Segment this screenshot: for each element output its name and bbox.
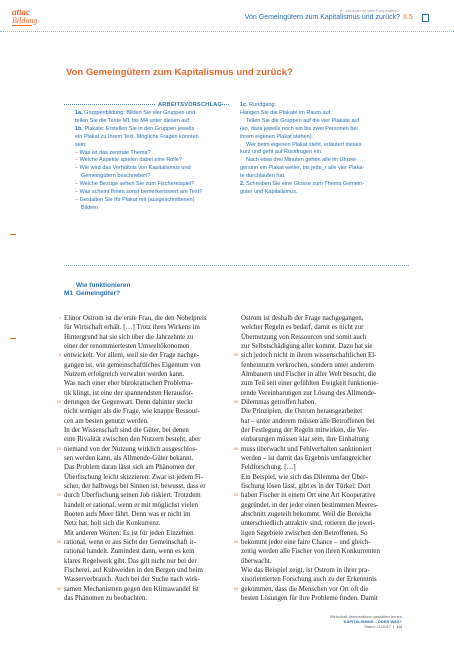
- line-number: [55, 389, 61, 398]
- line-number: [232, 463, 238, 472]
- dash-bullet-icon: –: [75, 157, 80, 164]
- dash-bullet-icon: –: [75, 189, 80, 196]
- line-number: [55, 547, 61, 556]
- task-line: [75, 189, 237, 197]
- text-line: Booten aufs Meer fährt. Denn was er nicht im: [64, 510, 191, 518]
- text-line: Nutzern erfolgreich verwaltet werden kann.: [64, 370, 185, 378]
- text-line: einbarungen müssen klar sein, ihre Einhaltung: [241, 436, 369, 444]
- text-line: gegründet, in der jeder einen bestimmten Meeres-: [241, 501, 379, 509]
- line-number: [232, 379, 238, 388]
- task-line: [240, 165, 406, 173]
- line-number: 25: [56, 539, 61, 544]
- line-number: [55, 426, 61, 435]
- text-line: gekommen, dass die Menschen vor Ort oft die: [241, 585, 369, 593]
- task-line: [240, 189, 406, 197]
- text-line: zum Teil seit einer gefühlten Ewigkeit funktionie-: [241, 380, 379, 388]
- task-text: Schreiben Sie eine Glosse zum Thema Gemein-: [244, 181, 365, 188]
- line-numbers-left: [55, 314, 61, 603]
- line-number: [232, 501, 238, 510]
- task-line: [75, 126, 237, 134]
- task-text: sein:: [75, 141, 87, 148]
- line-number: [55, 417, 61, 426]
- line-number: 10: [56, 399, 61, 404]
- task-number: 1c.: [240, 102, 248, 108]
- text-line: fenbeinturm verkrochen, sondern unter anderem: [241, 361, 374, 369]
- line-number: [55, 463, 61, 472]
- text-line: zur Selbstschädigung aller kommt. Dazu hat sie: [241, 342, 373, 350]
- text-line: handelt er rational, wenn er mit möglichst vielen: [64, 501, 198, 509]
- text-line: In der Wissenschaft sind die Güter, bei denen: [64, 426, 189, 434]
- task-text: (so, dass jeweils noch ein bis zwei Personen bei: [240, 125, 358, 132]
- text-line: sen werden kann, als Allmende-Güter bekannt.: [64, 454, 194, 462]
- task-line: [240, 149, 406, 157]
- logo-bildung: Bildung: [12, 16, 38, 25]
- text-line: rational handelt. Zumindest dann, wenn es kein: [64, 548, 195, 556]
- task-text: ihrem eigenen Plakat stehen).: [240, 133, 314, 140]
- task-text: Plakate: Erstellen Sie in den Gruppen jeweils: [82, 125, 195, 132]
- line-number: 1: [58, 316, 61, 320]
- material-label: M1: [64, 290, 74, 297]
- task-line: [75, 134, 237, 142]
- line-number: [232, 510, 238, 519]
- line-number: [55, 566, 61, 575]
- line-number: [232, 594, 238, 603]
- text-line: ligen Segebiete zwischen den Betroffenen. So: [241, 529, 368, 537]
- task-line: [240, 110, 406, 118]
- task-text: Bildern: [81, 204, 99, 211]
- material-title-line: Gemeingüter?: [76, 290, 121, 297]
- text-line: muss überwacht und Fehlverhalten sanktioniert: [241, 445, 372, 453]
- task-line: [240, 126, 406, 134]
- text-line: gangen ist, wie gemeinschaftliches Eigentum von: [64, 361, 201, 369]
- task-line: [75, 150, 237, 158]
- line-number: [232, 454, 238, 463]
- line-number: [232, 314, 238, 323]
- line-number: [55, 361, 61, 370]
- text-line: überwacht.: [241, 557, 272, 565]
- body-text-right: [241, 314, 406, 603]
- dash-bullet-icon: –: [75, 181, 80, 188]
- line-number: [232, 547, 238, 556]
- line-number: 40: [233, 399, 238, 404]
- line-number: 50: [233, 493, 238, 498]
- line-number: [55, 557, 61, 566]
- text-line: samen Mechanismen gegen den Klimawandel ist: [64, 585, 199, 593]
- line-number: [232, 361, 238, 370]
- task-line: [75, 205, 237, 213]
- logo-underline: [12, 25, 32, 26]
- text-line: nicht weniger als die Frage, wie knappe Ressour-: [64, 408, 200, 416]
- task-text: teilen Sie die Texte M1 bis M4 unter diesen auf.: [75, 117, 191, 124]
- line-number: [232, 370, 238, 379]
- text-line: rational, wenn er aus Sicht der Gemeinschaft ir-: [64, 538, 196, 546]
- task-text: Gemeingütern beschrieben?: [81, 173, 151, 180]
- task-text: Wer beim eigenen Plakat steht, erläutert dieses: [246, 141, 362, 148]
- line-number: [232, 482, 238, 491]
- text-line: werden – ist damit das Ergebnis umfangreicher: [241, 454, 371, 462]
- task-text: Welche Aspekte spielen dabei eine Rolle?: [79, 157, 182, 164]
- material-title-line: Wie funktionieren: [76, 282, 131, 289]
- text-line: Ein Beispiel, wie sich das Dilemma der Über-: [241, 473, 368, 481]
- task-text: kurz und geht auf Rückfragen ein.: [240, 149, 323, 156]
- footer-page: 1/4: [396, 624, 402, 629]
- text-line: Übernutzung von Ressourcen und somit auch: [241, 333, 367, 341]
- task-line: [75, 181, 237, 189]
- line-number: [55, 407, 61, 416]
- task-text: ein Plakat zu Ihrem Text. Mögliche Fragen könnten: [75, 133, 199, 140]
- line-numbers-right: [232, 314, 238, 603]
- text-line: Die Prinzipien, die Ostrom herausgearbeitet: [241, 408, 363, 416]
- task-column-left: [75, 110, 237, 213]
- square-icon: [422, 14, 429, 22]
- task-line: [240, 173, 406, 181]
- text-line: hat – unter anderem müssen alle Betroffenen bei: [241, 417, 375, 425]
- text-line: tik klingt, ist eine der spannendsten Herausfor-: [64, 389, 194, 397]
- text-line: besten Lösungen für ihre Probleme finden. Damit: [241, 594, 378, 602]
- task-text: Rundgang:: [247, 102, 277, 108]
- text-line: Netz hat, holt sich die Konkurrenz.: [64, 520, 161, 528]
- text-line: Ostrom ist deshalb der Frage nachgegangen,: [241, 315, 364, 322]
- text-line: welcher Regeln es bedarf, damit es nicht zur: [241, 324, 364, 332]
- line-number: [232, 566, 238, 575]
- text-line: derungen der Gegenwart. Denn dahinter steckt: [64, 398, 193, 406]
- dash-bullet-icon: –: [75, 165, 80, 172]
- text-line: sich jedoch nicht in ihrem wissenschaftlichen El-: [241, 352, 377, 360]
- chapter-supra-title: II · Konkurrenz oder Kooperation?: [339, 8, 400, 13]
- task-number: 2.: [240, 181, 245, 188]
- task-line: [240, 181, 406, 189]
- line-number: [55, 342, 61, 351]
- task-text: gersinn ein Plakat weiter, bis jede_r alle vier Plaka-: [240, 165, 365, 172]
- line-number: [55, 473, 61, 482]
- text-line: bekommt jeder eine faire Chance – und gleich-: [241, 538, 371, 546]
- text-line: Almbauern und Fischer in aller Welt besucht, die: [241, 370, 377, 378]
- line-number: [232, 323, 238, 332]
- task-line: [240, 102, 406, 110]
- text-line: Elinor Ostrom ist die erste Frau, die den Nobelpreis: [64, 315, 207, 322]
- line-number: [55, 529, 61, 538]
- section-marker: II.5: [403, 14, 413, 21]
- task-line: [240, 157, 406, 165]
- text-line: Das Problem daran lässt sich am Phänomen der: [64, 464, 196, 472]
- line-number: [55, 501, 61, 510]
- line-number: [232, 389, 238, 398]
- task-line: [75, 157, 237, 165]
- body-text-left: [64, 314, 228, 603]
- text-line: klares Regelwerk gibt. Das gilt nicht nur bei der: [64, 557, 197, 565]
- text-line: durch Überfischung seinen Job riskiert. Trotzdem: [64, 492, 201, 500]
- task-heading: ARBEITSVORSCHLAG: [158, 102, 223, 108]
- line-number: 60: [233, 586, 238, 591]
- task-line: [75, 173, 237, 181]
- task-column-right: [240, 102, 406, 197]
- margin-tick: [10, 234, 16, 235]
- line-number: [55, 454, 61, 463]
- task-line: [240, 118, 406, 126]
- text-line: Wasserverbrauch. Auch bei der Suche nach wirk-: [64, 576, 200, 584]
- task-text: Was ist das zentrale Thema?: [79, 149, 151, 156]
- line-number: [232, 435, 238, 444]
- text-line: einer der renommiertesten Umweltökonomen: [64, 342, 190, 350]
- line-number: [232, 557, 238, 566]
- task-text: Nach etwa drei Minuten gehen alle im Uhrzei-: [246, 157, 358, 164]
- task-text: te durchlaufen hat.: [240, 173, 286, 180]
- task-text: Was scheint Ihnen sonst bemerkenswert am Text?: [79, 189, 203, 196]
- text-line: scher, der halbwegs bei Sinnen ist, bewusst, dass er: [64, 482, 206, 490]
- line-number: [232, 342, 238, 351]
- logo-attac: attac: [12, 7, 30, 17]
- line-number: [55, 482, 61, 491]
- text-line: Mit anderen Worten: Es ist für jeden Einzelnen: [64, 529, 194, 537]
- task-text: Welche Bezüge sehen Sie zum Fischereispiel?: [79, 181, 195, 188]
- line-number: [55, 379, 61, 388]
- footer-line: Wirtschaft demokratisch gestalten lernen: [329, 614, 402, 619]
- line-number: 5: [58, 353, 61, 358]
- task-line: [75, 110, 237, 118]
- text-line: das Phänomen zu beobachten.: [64, 594, 148, 602]
- text-line: xisorientierten Forschung auch zu der Erkenntnis: [241, 576, 377, 584]
- line-number: [232, 529, 238, 538]
- text-line: fischung lösen lässt, gibt es in der Türkei: Dort: [241, 482, 371, 490]
- text-line: für Wirtschaft erhält. […] Trotz ihres Wirkens im: [64, 324, 200, 332]
- text-line: haben Fischer in einem Ort eine Art Kooperative: [241, 492, 376, 500]
- dash-bullet-icon: –: [75, 196, 80, 203]
- header-divider: [0, 31, 454, 33]
- line-number: [55, 510, 61, 519]
- line-number: 15: [56, 446, 61, 451]
- line-number: 55: [233, 539, 238, 544]
- line-number: [55, 323, 61, 332]
- line-number: [55, 519, 61, 528]
- line-number: [232, 407, 238, 416]
- task-line: [75, 118, 237, 126]
- task-number: 1b.: [75, 125, 83, 132]
- line-number: [232, 426, 238, 435]
- text-line: Hintergrund hat sie sich über die Jahrzehnte zu: [64, 333, 194, 341]
- text-line: Fischerei, auf Kuhweiden in den Bergen und beim: [64, 566, 203, 574]
- task-line: [75, 165, 237, 173]
- task-line: [240, 134, 406, 142]
- text-line: der Festlegung der Regeln mitwirken, die Ver-: [241, 426, 369, 434]
- line-number: [55, 370, 61, 379]
- text-line: Überfischung leicht skizzieren: Zwar ist jedem Fi-: [64, 473, 203, 481]
- text-line: eine Rivalität zwischen den Nutzern besteht, aber: [64, 436, 201, 444]
- footer-line: Stand: 11/2017 | 1/4: [364, 624, 402, 629]
- text-line: abschnitt zugeteilt bekommt. Weil die Bereiche: [241, 510, 372, 518]
- running-header-title: Von Gemeingütern zum Kapitalismus und zurück?: [244, 14, 400, 21]
- footer-date: Stand: 11/2017: [364, 624, 391, 629]
- task-text: güter und Kapitalismus.: [240, 188, 298, 195]
- task-text: Hängen Sie die Plakate im Raum auf.: [240, 109, 332, 116]
- task-text: Gestalten Sie Ihr Plakat mit (ausgeschnittenen): [79, 196, 195, 203]
- line-number: [232, 519, 238, 528]
- text-line: Wie das Beispiel zeigt, ist Ostrom in ihrer pra-: [241, 566, 370, 574]
- text-line: niemand von der Nutzung wirklich ausgeschlos-: [64, 445, 198, 453]
- material-title: [76, 282, 130, 298]
- page-title: Von Gemeingütern zum Kapitalismus und zurück?: [66, 67, 293, 78]
- section-separator: [64, 265, 409, 266]
- task-text: Gruppenbildung: Bilden Sie vier Gruppen und: [82, 110, 196, 116]
- text-line: rende Vereinbarungen zur Lösung des Allmende-: [241, 389, 377, 397]
- footer-line: KAPITALISMUS – ODER WAS?: [343, 619, 402, 624]
- text-line: Feldforschung. […]: [241, 464, 296, 472]
- line-number: 35: [233, 353, 238, 358]
- line-number: [232, 473, 238, 482]
- footer: [330, 614, 402, 629]
- task-line: [75, 142, 237, 150]
- margin-tick: [10, 338, 16, 339]
- task-text: Teilen Sie die Gruppen auf die vier Plakate auf: [246, 117, 360, 124]
- line-number: [232, 575, 238, 584]
- text-line: Dilemmas getroffen haben.: [241, 398, 317, 406]
- line-number: [232, 417, 238, 426]
- text-line: zeitig werden alle Fischer von ihren Konkurrenten: [241, 548, 380, 556]
- line-number: 30: [56, 586, 61, 591]
- line-number: 45: [233, 446, 238, 451]
- text-line: cen am besten genutzt werden.: [64, 417, 149, 425]
- line-number: [55, 594, 61, 603]
- line-number: [55, 575, 61, 584]
- line-number: [55, 435, 61, 444]
- line-number: 20: [56, 493, 61, 498]
- text-line: entwickelt. Vor allem, weil sie der Frage nachge-: [64, 352, 200, 360]
- task-line: [240, 142, 406, 150]
- task-number: 1a.: [75, 110, 83, 116]
- task-text: Wie wird das Verhältnis von Kapitalismus und: [79, 165, 191, 172]
- line-number: [232, 333, 238, 342]
- dash-bullet-icon: –: [75, 149, 80, 156]
- line-number: [55, 333, 61, 342]
- task-line: [75, 197, 237, 205]
- text-line: Was nach einer eher bürokratischen Problema-: [64, 380, 193, 388]
- text-line: unterschiedlich attraktiv sind, rotieren die jewei-: [241, 520, 375, 528]
